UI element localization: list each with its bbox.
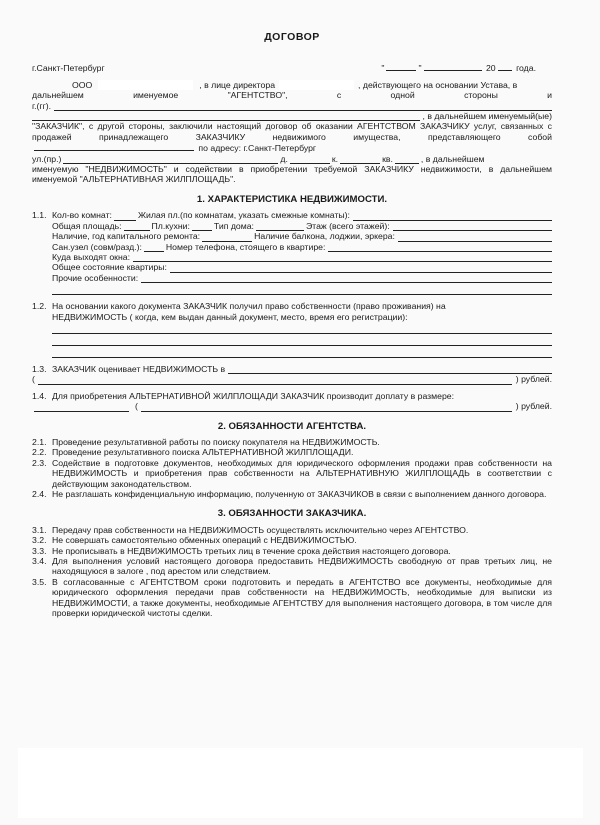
item-2-3: [32, 458, 552, 489]
surcharge-blank: [34, 403, 129, 412]
bathroom-label: Сан.узел (совм/разд.):: [52, 241, 142, 252]
section3-heading: 3. ОБЯЗАННОСТИ ЗАКАЗЧИКА.: [217, 508, 367, 520]
other-blank: [141, 274, 552, 283]
item-1-1-num: 1.1.: [32, 210, 47, 221]
item-text: В согласованные с АГЕНТСТВОМ сроки подготовить и передать в АГЕНТСТВО все документы, необходимые для юридического оформления передачи прав собственности на НЕДВИЖИМОСТЬ, необходимые для выписки из НЕДВИЖИМОСТИ, а также документы, необходимые АГЕНТСТВУ для выполнения настоящего договора, в том числе для проверки юридической чистоты сделки.: [52, 576, 552, 619]
date-quote-close: ": [418, 63, 422, 74]
company-form: ООО: [72, 79, 93, 90]
phone-blank: [328, 243, 552, 252]
item-text: Проведение результативного поиска АЛЬТЕРНАТИВНОЙ ЖИЛПЛОЩАДИ.: [52, 447, 354, 458]
item-1-3-num: 1.3.: [32, 363, 47, 374]
item-num: 2.3.: [32, 457, 47, 468]
balcony-label: Наличие балкона, лоджии, эркера:: [254, 231, 395, 242]
item-2-1: [32, 437, 552, 447]
item-num: 3.2.: [32, 535, 47, 546]
ownership-text-a: На основании какого документа ЗАКАЗЧИК получил право собственности (право проживания) на: [52, 301, 446, 312]
word-and: и: [547, 90, 552, 101]
item-text: Содействие в подготовке документов, необходимых для юридического оформления продажи прав собственности на НЕДВИЖИМОСТЬ и приобретения прав собственности на АЛЬТЕРНАТИВНУЮ ЖИЛПЛОЩАДЬ в соответствии с действующим законодательством.: [52, 457, 552, 489]
item-text: Не разглашать конфиденциальную информацию, полученную от ЗАКАЗЧИКОВ в связи с выполнением данного договора.: [52, 489, 547, 499]
building-blank: [340, 155, 380, 164]
kitchen-blank: [192, 222, 212, 231]
word-s: с: [336, 90, 342, 101]
flat-label: кв.: [382, 153, 393, 164]
valuation-text: ЗАКАЗЧИК оценивает НЕДВИЖИМОСТЬ в: [52, 363, 226, 374]
total-area-blank: [124, 222, 150, 231]
item-num: 3.1.: [32, 524, 47, 535]
preamble-main-text: "ЗАКАЗЧИК", с другой стороны, заключили настоящий договор об оказании АГЕНТСТВОМ ЗАКАЗЧИКУ услуг, связанных с продажей принадлежащего ЗАКАЗЧИКУ недвижимого имущества, представляющего собой: [32, 121, 552, 142]
total-area-label: Общая площадь:: [52, 220, 122, 231]
repair-blank: [202, 233, 252, 242]
word-one: одной: [390, 90, 415, 101]
item-num: 2.4.: [32, 489, 47, 499]
section1-heading: 1. ХАРАКТЕРИСТИКА НЕДВИЖИМОСТИ.: [196, 193, 388, 205]
house-blank: [290, 155, 330, 164]
further-tail: , в дальнейшем: [420, 153, 485, 164]
ownership-blank-2: [52, 334, 552, 346]
month-blank: [424, 62, 482, 71]
item-text: Проведение результативной работы по поиску покупателя на НЕДВИЖИМОСТЬ.: [52, 436, 380, 447]
item-num: 3.3.: [32, 545, 47, 556]
year-prefix: 20: [485, 63, 496, 74]
street-blank: [63, 155, 278, 164]
item-text: Для выполнения условий настоящего договора предоставить НЕДВИЖИМОСТЬ свободную от прав третьих лиц, не находящуюся в залоге , под арестом или следствием.: [52, 556, 552, 577]
valuation-words-blank: [38, 376, 512, 385]
cities-label: г.(гг).: [32, 100, 52, 111]
date-quote-open: ": [381, 63, 385, 74]
date-block: [381, 62, 536, 73]
ownership-blank-1: [52, 322, 552, 334]
address-text: по адресу: г.Санкт-Петербург: [198, 143, 317, 154]
acting-text: , действующего на основании Устава, в: [358, 79, 518, 90]
living-blank: [353, 212, 552, 221]
other-label: Прочие особенности:: [52, 272, 139, 283]
blank-footer-area: [18, 748, 583, 818]
section2-heading: 2. ОБЯЗАННОСТИ АГЕНТСТВА.: [217, 420, 367, 432]
item-num: 3.4.: [32, 556, 47, 567]
condition-label: Общее состояние квартиры:: [52, 262, 167, 273]
section3: [32, 525, 552, 619]
header-line: [32, 62, 552, 73]
kitchen-label: Пл.кухни:: [151, 220, 190, 231]
ownership-text-b: НЕДВИЖИМОСТЬ ( когда, кем выдан данный документ, место, время его регистрации):: [52, 311, 408, 322]
item-num: 3.5.: [32, 576, 47, 587]
item-2-2: [32, 447, 552, 457]
preamble-paragraph: [32, 121, 552, 153]
redacted-company: [98, 80, 193, 90]
house-label: д.: [280, 153, 288, 164]
property-blank: [34, 142, 194, 151]
item-3-1: [32, 525, 552, 535]
preamble: [32, 80, 552, 185]
customer-name-blank: [32, 112, 420, 121]
cities-blank: [54, 102, 552, 111]
surcharge-rub: ) рублей.: [515, 401, 552, 412]
floor-blank: [393, 222, 552, 231]
valuation-paren: (: [32, 374, 35, 385]
phone-label: Номер телефона, стоящего в квартире:: [165, 241, 326, 252]
building-label: к.: [331, 153, 339, 164]
item-text: Не прописывать в НЕДВИЖИМОСТЬ третьих лиц в течение срока действия настоящего договора.: [52, 545, 451, 556]
house-type-blank: [256, 222, 304, 231]
document-title: ДОГОВОР: [264, 31, 320, 43]
word-further: дальнейшем: [32, 90, 84, 101]
item-1-4-num: 1.4.: [32, 390, 47, 401]
section1: [32, 210, 552, 411]
valuation-blank: [228, 365, 552, 374]
balcony-blank: [398, 233, 552, 242]
item-3-3: [32, 546, 552, 556]
redacted-director: [279, 80, 354, 90]
house-type-label: Тип дома:: [213, 220, 254, 231]
windows-label: Куда выходят окна:: [52, 251, 131, 262]
section2: [32, 437, 552, 499]
item-num: 2.2.: [32, 447, 47, 458]
repair-label: Наличие, год капитального ремонта:: [52, 231, 201, 242]
city: г.Санкт-Петербург: [32, 63, 105, 74]
flat-blank: [395, 155, 419, 164]
surcharge-words-blank: [141, 403, 512, 412]
word-agency: "АГЕНТСТВО",: [227, 90, 288, 101]
living-label: Жилая пл.(по комнатам, указать смежные комнаты):: [137, 210, 350, 221]
surcharge-paren: (: [135, 401, 138, 412]
director-text: , в лице директора: [199, 79, 276, 90]
item-1-2-num: 1.2.: [32, 301, 47, 312]
street-label: ул.(пр.): [32, 153, 62, 164]
valuation-rub: ) рублей.: [515, 374, 552, 385]
year-suffix: года.: [516, 63, 536, 74]
other-extra-blank: [52, 283, 552, 295]
floor-label: Этаж (всего этажей):: [305, 220, 390, 231]
year-blank: [498, 62, 512, 71]
further-named-text: , в дальнейшем именуемый(ые): [422, 111, 552, 122]
word-named: именуемое: [133, 90, 179, 101]
rooms-label: Кол-во комнат:: [52, 210, 112, 221]
bathroom-blank: [144, 243, 164, 252]
item-2-4: [32, 489, 552, 499]
item-num: 2.1.: [32, 436, 47, 447]
windows-blank: [133, 253, 552, 262]
item-text: Передачу прав собственности на НЕДВИЖИМОСТЬ осуществлять исключительно через АГЕНТСТВО.: [52, 524, 469, 535]
day-blank: [386, 62, 416, 71]
rooms-blank: [114, 212, 136, 221]
item-3-2: [32, 535, 552, 545]
item-text: Не совершать самостоятельно обменных операций с НЕДВИЖИМОСТЬЮ.: [52, 535, 357, 546]
condition-blank: [170, 264, 552, 273]
item-3-4: [32, 556, 552, 577]
ownership-blank-3: [52, 346, 552, 358]
surcharge-text: Для приобретения АЛЬТЕРНАТИВНОЙ ЖИЛПЛОЩАДИ ЗАКАЗЧИК производит доплату в размере:: [52, 390, 455, 401]
word-side: стороны: [464, 90, 498, 101]
item-3-5: [32, 577, 552, 619]
preamble-end: именуемую "НЕДВИЖИМОСТЬ" и содействии в приобретении требуемой ЗАКАЗЧИКУ недвижимости, в дальнейшем именуемой "АЛЬТЕРНАТИВНАЯ ЖИЛПЛОЩАДЬ".: [32, 164, 552, 185]
